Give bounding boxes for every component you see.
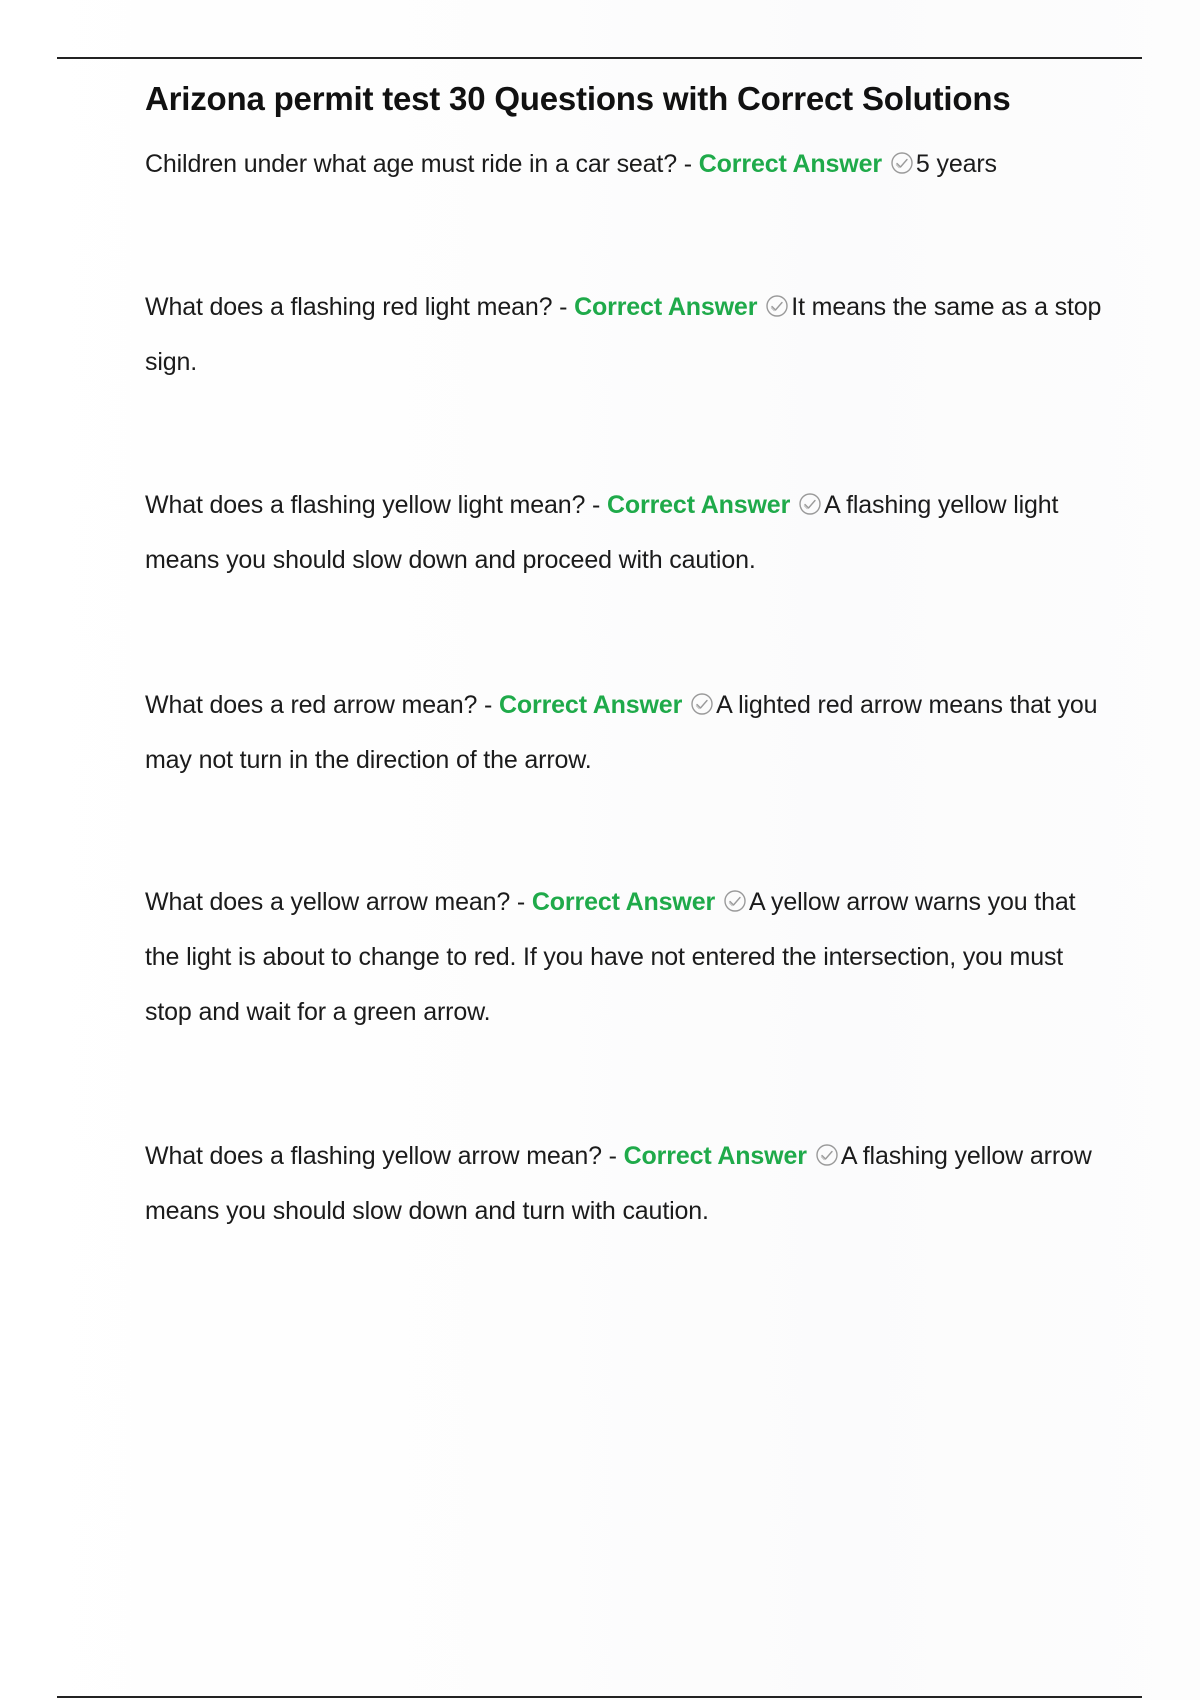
answer-text: A yellow arrow warns you that the light is about to change to red. If you have not entered the intersection, you must stop and wait for a green arrow. bbox=[145, 888, 1076, 1026]
check-circle-icon bbox=[815, 1143, 839, 1167]
check-circle-icon bbox=[890, 151, 914, 175]
qa-item bbox=[145, 1129, 1105, 1239]
document-content bbox=[145, 74, 1145, 1225]
check-circle-icon bbox=[723, 889, 747, 913]
question-text: What does a red arrow mean? - bbox=[145, 691, 499, 719]
check-circle-icon bbox=[690, 692, 714, 716]
qa-item bbox=[145, 280, 1105, 390]
qa-item bbox=[145, 137, 1105, 192]
question-text: What does a yellow arrow mean? - bbox=[145, 888, 532, 916]
qa-item bbox=[145, 478, 1105, 588]
qa-item bbox=[145, 678, 1105, 788]
correct-answer-label: Correct Answer bbox=[499, 691, 683, 719]
check-circle-icon bbox=[765, 294, 789, 318]
correct-answer-label: Correct Answer bbox=[698, 150, 882, 178]
answer-text: It means the same as a stop sign. bbox=[145, 293, 1102, 376]
question-text: Children under what age must ride in a car seat? - bbox=[145, 150, 699, 178]
answer-text: A lighted red arrow means that you may not turn in the direction of the arrow. bbox=[145, 691, 1098, 774]
answer-text: A flashing yellow light means you should slow down and proceed with caution. bbox=[145, 491, 1059, 574]
question-text: What does a flashing yellow light mean? - bbox=[145, 491, 607, 519]
question-text: What does a flashing yellow arrow mean? - bbox=[145, 1142, 624, 1170]
top-rule bbox=[57, 57, 1142, 59]
answer-text: A flashing yellow arrow means you should slow down and turn with caution. bbox=[145, 1142, 1092, 1225]
correct-answer-label: Correct Answer bbox=[531, 888, 716, 916]
document-title: Arizona permit test 30 Questions with Correct Solutions bbox=[145, 80, 1011, 117]
correct-answer-label: Correct Answer bbox=[574, 293, 758, 321]
check-circle-icon bbox=[798, 492, 822, 516]
correct-answer-label: Correct Answer bbox=[623, 1142, 807, 1170]
question-text: What does a flashing red light mean? - bbox=[145, 293, 575, 321]
answer-text: 5 years bbox=[915, 150, 997, 178]
correct-answer-label: Correct Answer bbox=[607, 491, 791, 519]
qa-item bbox=[145, 875, 1105, 1040]
bottom-rule bbox=[57, 1696, 1142, 1698]
